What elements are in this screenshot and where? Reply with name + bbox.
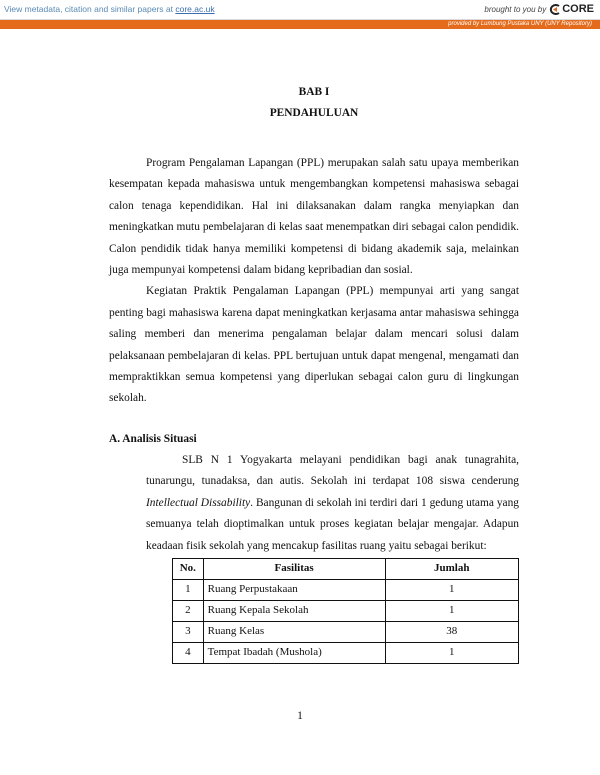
cell-no: 3	[173, 621, 204, 642]
section-text-part-2: . Bangunan di sekolah ini terdiri dari 1 gedung utama yang semuanya telah dioptimalkan untuk proses kegiatan belajar mengajar. Adapun keadaan fisik sekolah yang mencakup fasilitas ruang yaitu sebagai berikut:	[146, 496, 519, 552]
table-header-row	[173, 558, 519, 579]
cell-fasilitas: Tempat Ibadah (Mushola)	[203, 642, 385, 663]
brought-by-text: brought to you by	[484, 4, 547, 14]
cell-jumlah: 1	[385, 579, 518, 600]
core-metadata-notice	[4, 4, 215, 14]
core-logo-text: CORE	[562, 3, 594, 15]
table-row	[173, 579, 519, 600]
core-metadata-text: View metadata, citation and similar papers at	[4, 4, 173, 14]
section-italic-term: Intellectual Dissability	[146, 496, 251, 509]
facilities-table	[172, 558, 519, 664]
provider-text: provided by Lumbung Pustaka UNY (UNY Repository)	[448, 21, 592, 27]
section-body	[109, 450, 519, 664]
cell-jumlah: 1	[385, 642, 518, 663]
core-logo[interactable]	[549, 3, 594, 15]
section-text-part-1: SLB N 1 Yogyakarta melayani pendidikan bagi anak tunagrahita, tunarungu, tunadaksa, dan autis. Sekolah ini terdapat 108 siswa cenderung	[146, 453, 519, 488]
cell-no: 4	[173, 642, 204, 663]
header-fasilitas: Fasilitas	[203, 558, 385, 579]
header-no: No.	[173, 558, 204, 579]
core-logo-icon	[549, 4, 561, 15]
core-banner	[0, 0, 600, 20]
cell-fasilitas: Ruang Kepala Sekolah	[203, 600, 385, 621]
cell-no: 2	[173, 600, 204, 621]
table-row	[173, 621, 519, 642]
page-number: 1	[297, 710, 303, 722]
provider-bar	[0, 20, 600, 29]
chapter-number: BAB I	[298, 86, 330, 98]
table-row	[173, 642, 519, 663]
chapter-title: PENDAHULUAN	[269, 107, 359, 119]
intro-paragraph-2: Kegiatan Praktik Pengalaman Lapangan (PPL) mempunyai arti yang sangat penting bagi mahasiswa karena dapat meningkatkan kerjasama antar mahasiswa sehingga saling memberi dan menerima pengalaman belajar dalam mencari solusi dalam pelaksanaan pembelajaran di kelas. PPL bertujuan untuk dapat mengenal, mengamati dan mempraktikkan semua kompetensi yang diperlukan sebagai calon guru di lingkungan sekolah.	[109, 285, 519, 405]
header-jumlah: Jumlah	[385, 558, 518, 579]
document-page	[109, 82, 519, 664]
cell-fasilitas: Ruang Perpustakaan	[203, 579, 385, 600]
cell-jumlah: 1	[385, 600, 518, 621]
core-attribution	[484, 3, 594, 15]
cell-jumlah: 38	[385, 621, 518, 642]
intro-paragraph-1: Program Pengalaman Lapangan (PPL) merupakan salah satu upaya memberikan kesempatan kepada mahasiswa untuk mengembangkan kompetensi mahasiswa sebagai calon tenaga kependidikan. Hal ini dilaksanakan dalam rangka menyiapkan dan meningkatkan mutu pembelajaran di kelas saat menempatkan diri sebagai calon pendidik. Calon pendidik tidak hanya memiliki kompetensi di bidang akademik saja, melainkan juga mempunyai kompetensi dalam bidang kepribadian dan sosial.	[109, 157, 519, 277]
section-paragraph	[146, 450, 519, 557]
core-link[interactable]: core.ac.uk	[175, 4, 215, 14]
cell-fasilitas: Ruang Kelas	[203, 621, 385, 642]
table-row	[173, 600, 519, 621]
cell-no: 1	[173, 579, 204, 600]
section-heading: A. Analisis Situasi	[109, 432, 197, 445]
